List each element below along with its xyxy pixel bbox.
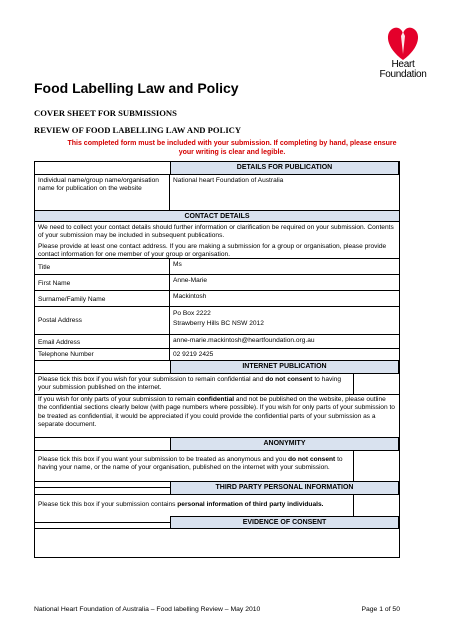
anonymity-text-a: Please tick this box if you want your submission to be treated as anonymous and you: [38, 456, 288, 463]
email-row: [34, 334, 400, 349]
consent-heading: EVIDENCE OF CONSENT: [170, 516, 399, 529]
first-name-row: [34, 274, 400, 291]
third-party-text-b: personal information of third party individuals.: [177, 501, 324, 508]
footer-text: National Heart Foundation of Australia – Food labelling Review – May 2010: [34, 606, 261, 613]
phone-label: Telephone Number: [35, 349, 170, 360]
email-label: Email Address: [35, 335, 170, 348]
publication-heading: DETAILS FOR PUBLICATION: [170, 162, 399, 174]
logo-text-foundation: Foundation: [379, 69, 427, 80]
internet-text-1a: Please tick this box if you wish for your submission to remain confidential and: [38, 376, 266, 383]
phone-value: 02 9219 2425: [173, 351, 214, 358]
publication-name-label: Individual name/group name/organisation name for publication on the website: [35, 174, 170, 210]
internet-text-2: [35, 394, 399, 432]
confidential-checkbox[interactable]: [353, 373, 399, 394]
title-value: Ms: [173, 261, 182, 268]
internet-text-2c: and not be published on the website, please outline the confidential sections clearly below (with page numbers where possible). If you wish for only parts of your submission to be treated as confidential, it would be appreciated if you could provide the confidential parts of your submission as a separate document.: [38, 396, 395, 429]
red-notice: [30, 139, 434, 157]
email-value: anne-marie.mackintosh@heartfoundation.org.au: [173, 337, 315, 344]
internet-text-1c: to having your submission published on the internet.: [38, 376, 342, 392]
postal-row: [34, 306, 400, 335]
internet-text-1: [35, 373, 353, 395]
publication-section: [34, 161, 400, 211]
publication-name-value: National heart Foundation of Australia: [170, 174, 399, 210]
page-title: Food Labelling Law and Policy: [34, 80, 239, 96]
internet-text-1b: do not consent: [265, 376, 313, 383]
first-name-value: Anne-Marie: [173, 277, 208, 284]
anonymity-text-c: to having your name, or the name of your organisation, published on the internet with your submission.: [38, 456, 343, 472]
review-heading: REVIEW OF FOOD LABELLING LAW AND POLICY: [34, 125, 242, 135]
page-number: Page 1 of 50: [361, 606, 400, 613]
third-party-heading: THIRD PARTY PERSONAL INFORMATION: [170, 482, 399, 494]
postal-label: Postal Address: [35, 307, 170, 334]
title-label: Title: [35, 259, 170, 274]
footer: [34, 606, 400, 613]
third-party-text: [35, 494, 353, 511]
postal-value: [170, 307, 399, 334]
title-row: [34, 258, 400, 275]
internet-text-2b: confidential: [197, 396, 235, 403]
contact-heading: CONTACT DETAILS: [34, 210, 400, 222]
heart-foundation-logo: [372, 20, 434, 90]
contact-intro-text-1: We need to collect your contact details should further information or clarification be required on your submission. Contents of your submission may be included in subsequent publications.: [38, 224, 394, 240]
anonymity-text-b: do not consent: [287, 456, 336, 463]
internet-heading: INTERNET PUBLICATION: [170, 361, 399, 373]
anonymity-heading: ANONYMITY: [170, 438, 399, 450]
surname-value: Mackintosh: [173, 293, 207, 300]
postal-line-1: Po Box 2222: [173, 310, 211, 317]
postal-line-2: Strawberry Hills BC NSW 2012: [173, 320, 264, 327]
notice-line-2: your writing is clear and legible.: [178, 149, 286, 156]
surname-label: Surname/Family Name: [35, 291, 170, 306]
logo-text-heart: Heart: [391, 59, 415, 70]
anonymity-text: [35, 450, 353, 475]
contact-intro: [34, 221, 400, 259]
surname-row: [34, 290, 400, 307]
cover-sheet-heading: COVER SHEET FOR SUBMISSIONS: [34, 108, 177, 118]
consent-section: [34, 516, 400, 558]
notice-line-1: This completed form must be included with your submission. If completing by hand, please ensure: [67, 140, 397, 147]
third-party-text-a: Please tick this box if your submission contains: [38, 501, 178, 508]
internet-text-2a: If you wish for only parts of your submission to remain: [38, 396, 198, 403]
contact-intro-text-2: Please provide at least one contact address. If you are making a submission for a group or organisation, please provide contact information for one member of your group or organisation.: [38, 242, 387, 259]
first-name-label: First Name: [35, 275, 170, 290]
